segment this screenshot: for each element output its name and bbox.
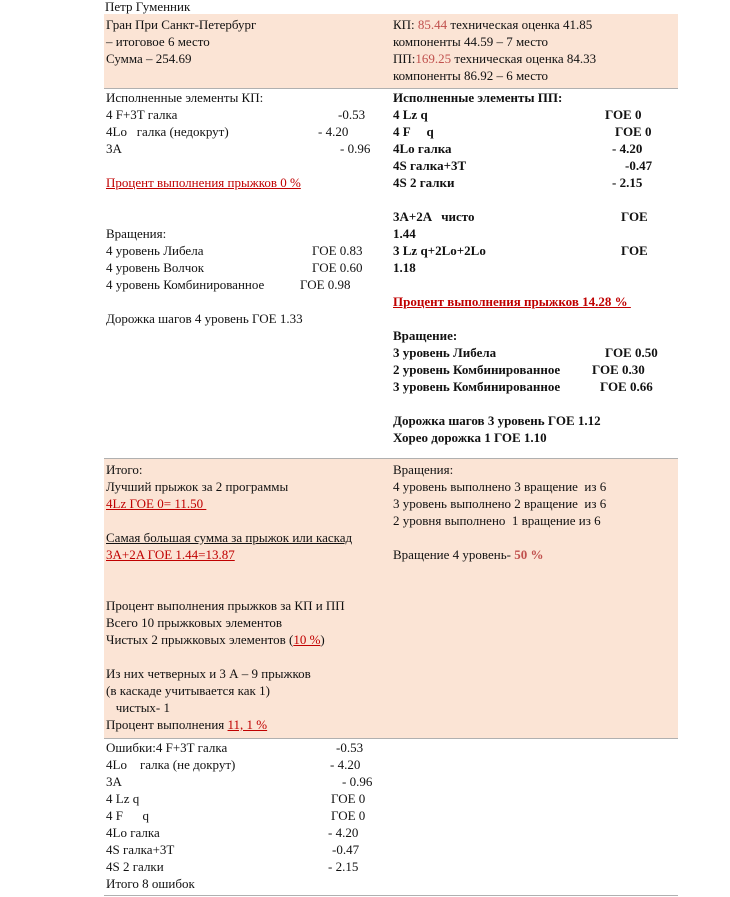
pp-score: 169.25 xyxy=(415,51,452,66)
errors-total: Итого 8 ошибок xyxy=(106,876,195,891)
list-item: Ошибки:4 F+3T галка -0.53 xyxy=(106,740,364,755)
competition-name: Гран При Санкт-Петербург xyxy=(106,17,257,32)
total-jumps: Всего 10 прыжковых элементов xyxy=(106,615,283,630)
pp-steps: Дорожка шагов 3 уровень ГОЕ 1.12 xyxy=(393,413,601,428)
quads-line-3: чистых- 1 xyxy=(106,700,171,715)
list-item: 4 Lz q ГОЕ 0 xyxy=(393,107,642,122)
list-item: 4S галка+3T -0.47 xyxy=(393,158,653,173)
best-jump-value: 4Lz ГОЕ 0= 11.50 xyxy=(106,496,207,511)
level4-percent: 50 % xyxy=(514,547,544,562)
list-item: 4 F q ГОЕ 0 xyxy=(106,808,366,823)
list-item: 4Lo галка (недокрут) - 4.20 xyxy=(106,124,349,139)
pp-choreo: Хорео дорожка 1 ГОЕ 1.10 xyxy=(393,430,547,445)
clean-jumps: Чистых 2 прыжковых элементов (10 %) xyxy=(106,632,325,647)
kp-elements-title: Исполненные элементы КП: xyxy=(106,90,264,105)
kp-components: компоненты 44.59 – 7 место xyxy=(393,34,549,49)
list-item: 4Lo галка - 4.20 xyxy=(393,141,643,156)
list-item: 3 уровень Комбинированное ГОЕ 0.66 xyxy=(393,379,653,394)
pp-combo-1-value: 1.44 xyxy=(393,226,416,241)
best-jump-label: Лучший прыжок за 2 программы xyxy=(106,479,289,494)
totals-title: Итого: xyxy=(106,462,143,477)
list-item: 4 F+3T галка -0.53 xyxy=(106,107,366,122)
list-item: 4Lo галка (не докрут) - 4.20 xyxy=(106,757,361,772)
pp-combo-1: 3A+2A чисто ГОЕ xyxy=(393,209,648,224)
summary-row xyxy=(104,14,678,89)
quads-percent-line: Процент выполнения 11, 1 % xyxy=(106,717,268,732)
pp-combo-2-value: 1.18 xyxy=(393,260,416,275)
list-item: 3 уровень выполнено 2 вращение из 6 xyxy=(393,496,607,511)
pp-spins-title: Вращение: xyxy=(393,328,458,343)
kp-jump-percent: Процент выполнения прыжков 0 % xyxy=(106,175,301,190)
athlete-name: Петр Гуменник xyxy=(105,0,191,14)
level4-spins: Вращение 4 уровень- 50 % xyxy=(393,547,544,562)
results-table xyxy=(104,14,678,892)
kp-score: 85.44 xyxy=(417,17,448,32)
bottom-rule xyxy=(104,895,678,896)
programs-row xyxy=(104,89,678,459)
list-item: 3 уровень Либела ГОЕ 0.50 xyxy=(393,345,658,360)
list-item: 4Lo галка - 4.20 xyxy=(106,825,359,840)
final-place: – итоговое 6 место xyxy=(106,34,210,49)
list-item: 4 F q ГОЕ 0 xyxy=(393,124,652,139)
kp-score-line: КП: 85.44 техническая оценка 41.85 xyxy=(393,17,593,32)
list-item: 2 уровень Комбинированное ГОЕ 0.30 xyxy=(393,362,645,377)
quads-line-2: (в каскаде учитывается как 1) xyxy=(106,683,270,698)
errors-row xyxy=(104,739,678,893)
pp-score-line: ПП:169.25 техническая оценка 84.33 xyxy=(393,51,597,66)
list-item: 4S 2 галки - 2.15 xyxy=(106,859,359,874)
list-item: 3A - 0.96 xyxy=(106,141,371,156)
list-item: 4S галка+3T -0.47 xyxy=(106,842,360,857)
list-item: 3A - 0.96 xyxy=(106,774,373,789)
best-combo-label: Самая большая сумма за прыжок или каскад xyxy=(106,530,353,545)
pp-jump-percent: Процент выполнения прыжков 14.28 % xyxy=(393,294,631,309)
pp-components: компоненты 86.92 – 6 место xyxy=(393,68,549,83)
pp-combo-2: 3 Lz q+2Lo+2Lo ГОЕ xyxy=(393,243,648,258)
quads-percent: 11, 1 % xyxy=(227,717,268,732)
list-item: 2 уровня выполнено 1 вращение из 6 xyxy=(393,513,601,528)
best-combo-value: 3A+2A ГОЕ 1.44=13.87 xyxy=(106,547,235,562)
list-item: 4 уровень Волчок ГОЕ 0.60 xyxy=(106,260,363,275)
list-item: 4 уровень выполнено 3 вращение из 6 xyxy=(393,479,607,494)
kp-elements-list xyxy=(106,106,389,157)
totals-row xyxy=(104,459,678,739)
percent-title: Процент выполнения прыжков за КП и ПП xyxy=(106,598,345,613)
list-item: 4 Lz q ГОЕ 0 xyxy=(106,791,366,806)
list-item: 4S 2 галки - 2.15 xyxy=(393,175,643,190)
list-item: 4 уровень Комбинированное ГОЕ 0.98 xyxy=(106,277,351,292)
kp-spins-title: Вращения: xyxy=(106,226,167,241)
spins-summary-title: Вращения: xyxy=(393,462,454,477)
kp-steps: Дорожка шагов 4 уровень ГОЕ 1.33 xyxy=(106,311,303,326)
total-sum: Сумма – 254.69 xyxy=(106,51,192,66)
quads-line-1: Из них четверных и 3 А – 9 прыжков xyxy=(106,666,311,681)
document-page xyxy=(104,0,678,892)
list-item: 4 уровень Либела ГОЕ 0.83 xyxy=(106,243,363,258)
clean-percent: 10 % xyxy=(293,632,321,647)
pp-elements-title: Исполненные элементы ПП: xyxy=(393,90,563,105)
